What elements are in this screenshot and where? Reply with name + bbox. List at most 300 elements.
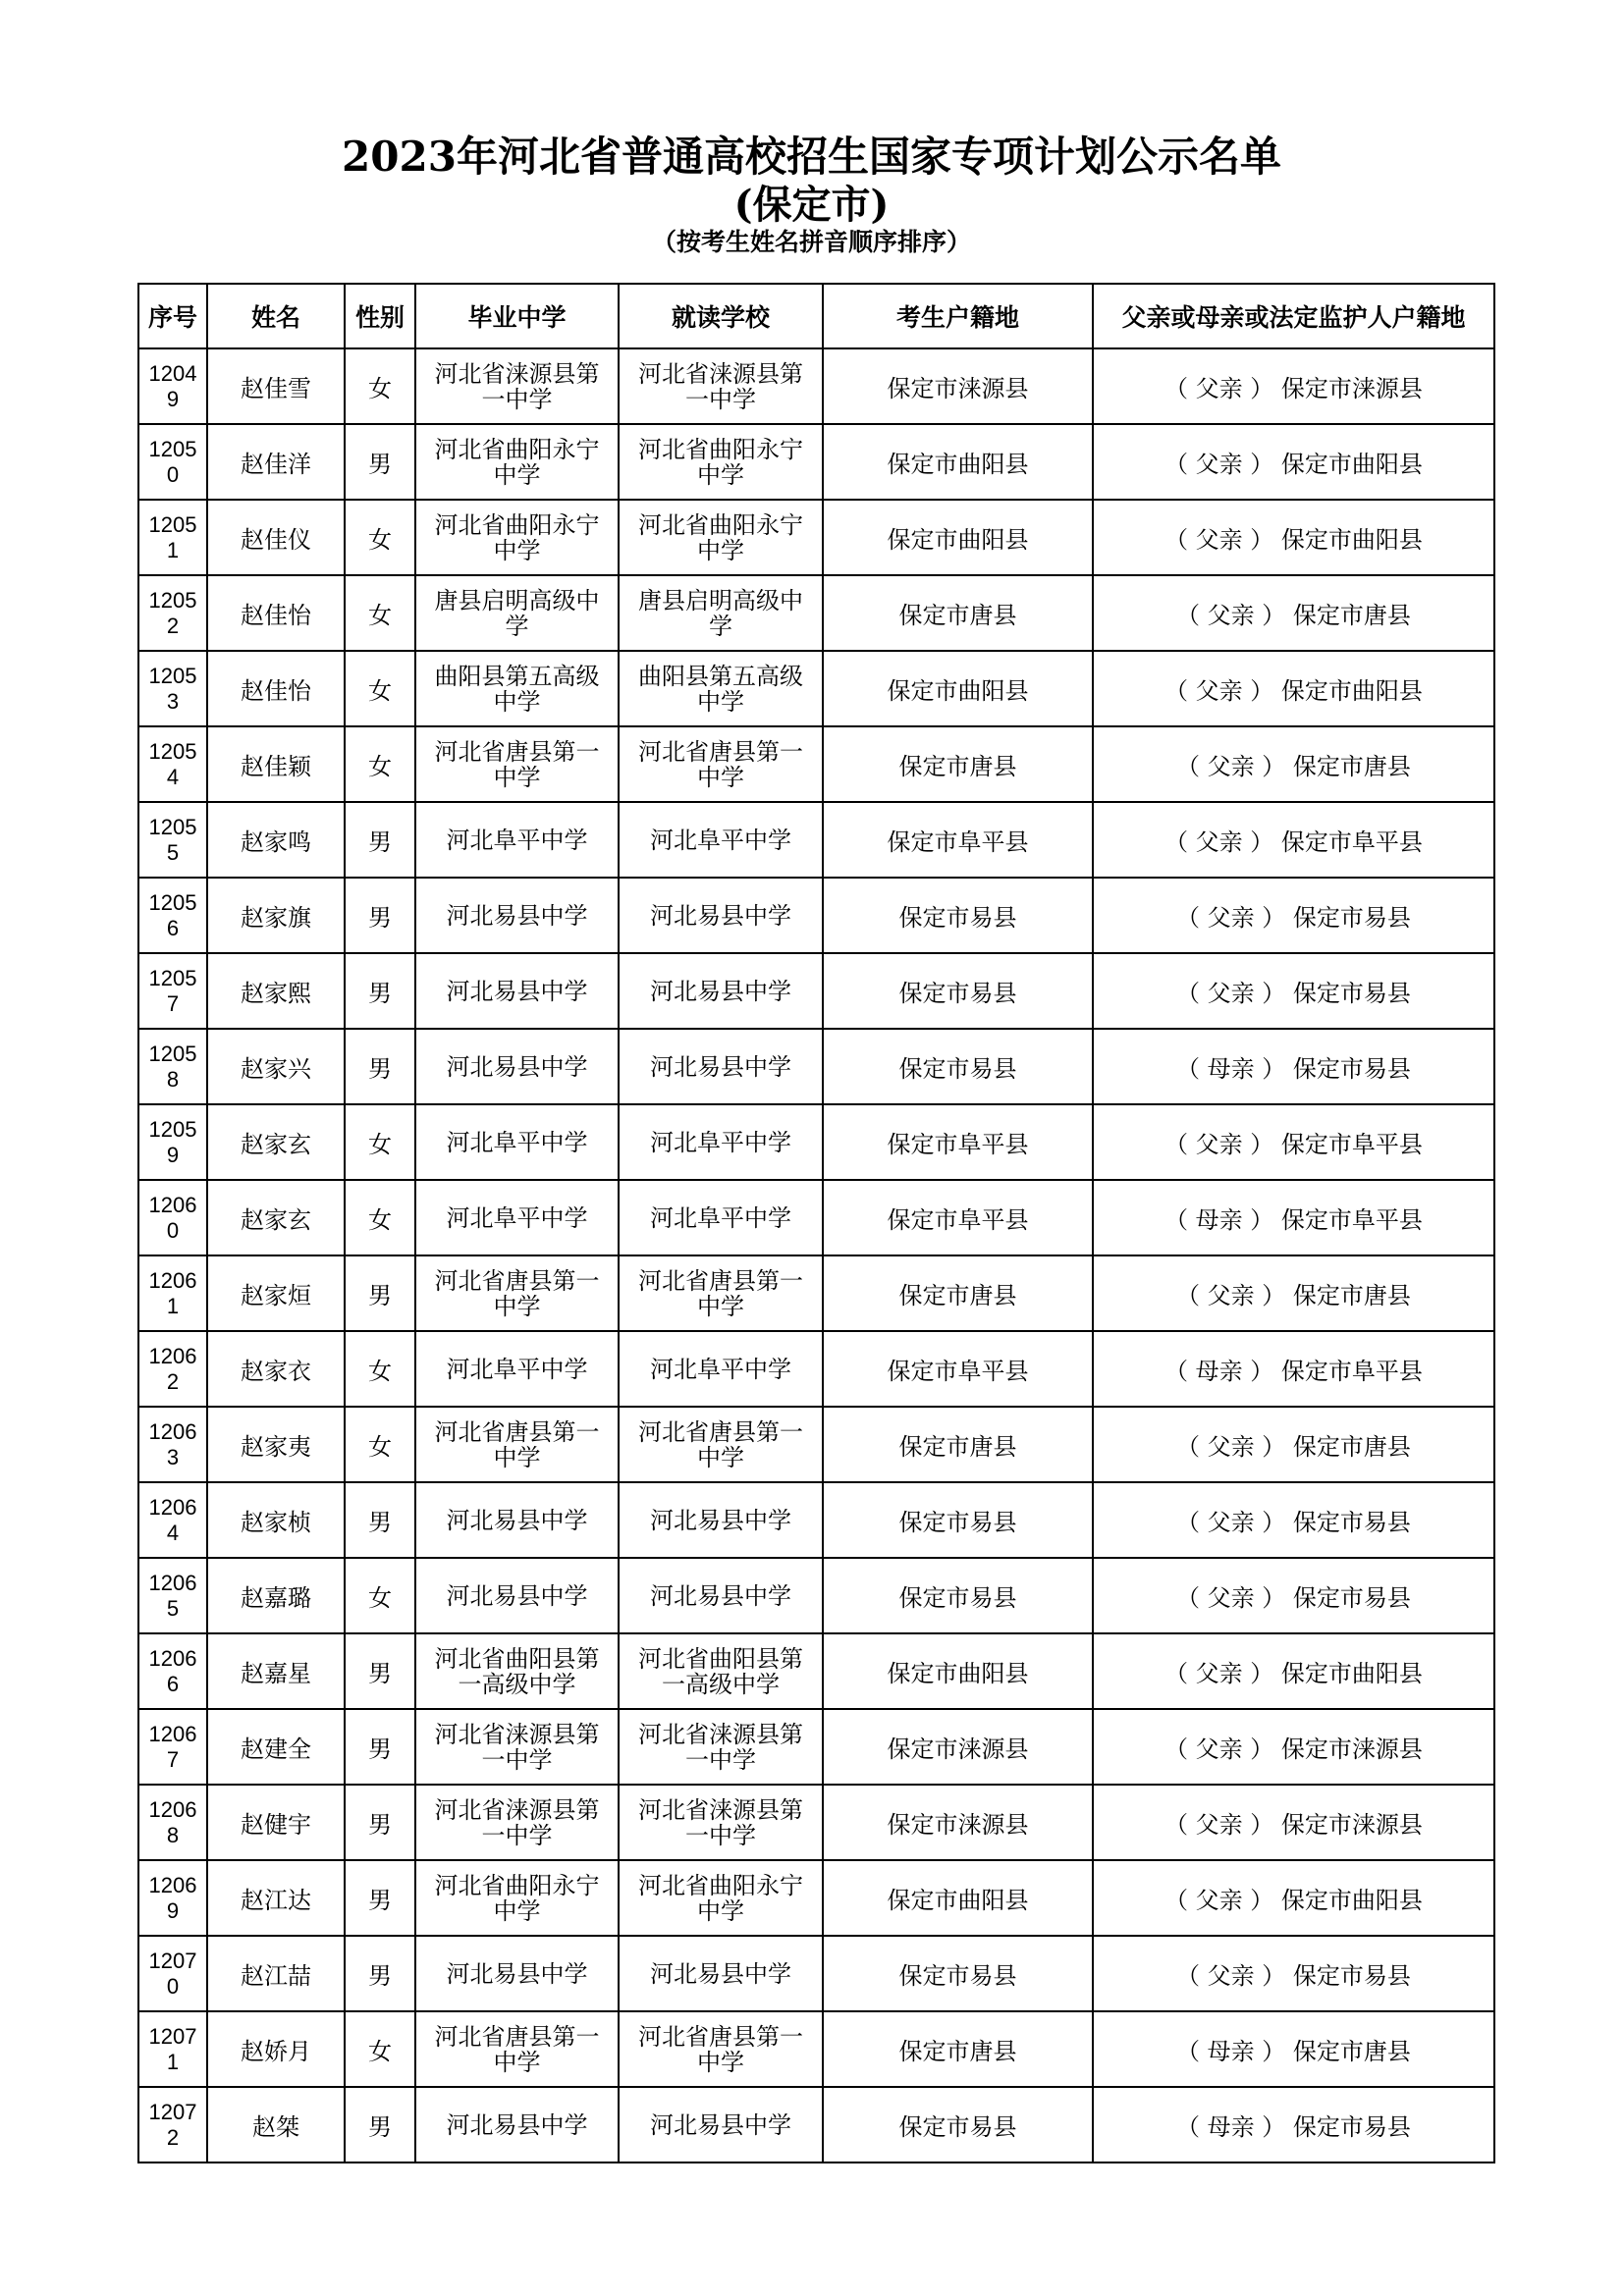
table-row (138, 575, 1494, 651)
cell-graduated-school-text: 河北阜平中学 (446, 826, 588, 854)
cell-graduated-school-text: 河北阜平中学 (446, 1355, 588, 1383)
cell-current-school-text: 曲阳县第五高级中学 (638, 662, 803, 716)
cell-number-text: 12070 (148, 1948, 197, 1999)
cell-guardian-registration (1093, 651, 1494, 726)
cell-number (138, 1255, 207, 1331)
cell-guardian-registration-text: （ 父亲 ） 保定市唐县 (1176, 602, 1411, 629)
cell-name-text: 赵家烜 (241, 1282, 311, 1309)
column-header-sex: 性别 (345, 284, 415, 348)
cell-graduated-school (415, 424, 619, 500)
cell-number (138, 878, 207, 953)
cell-household-registration (823, 1709, 1093, 1785)
cell-number (138, 802, 207, 878)
cell-current-school-text: 河北阜平中学 (650, 1355, 791, 1383)
cell-household-registration-text: 保定市阜平县 (887, 828, 1029, 856)
cell-graduated-school (415, 1860, 619, 1936)
table-row (138, 1482, 1494, 1558)
cell-graduated-school-text: 河北省曲阳永宁中学 (434, 1871, 600, 1925)
cell-household-registration-text: 保定市涞源县 (887, 1811, 1029, 1839)
cell-name-text: 赵家鸣 (241, 828, 311, 856)
cell-number-text: 12069 (148, 1872, 197, 1923)
cell-current-school (619, 1029, 823, 1104)
cell-number (138, 1104, 207, 1180)
cell-name-text: 赵家玄 (241, 1131, 311, 1158)
cell-number-text: 12072 (148, 2099, 197, 2150)
cell-current-school (619, 1936, 823, 2011)
cell-guardian-registration (1093, 1709, 1494, 1785)
table-header (138, 284, 1494, 348)
cell-graduated-school-text: 河北省曲阳永宁中学 (434, 435, 600, 489)
cell-sex-text: 男 (368, 1735, 392, 1763)
table-body (138, 348, 1494, 2163)
cell-sex-text: 女 (368, 375, 392, 402)
cell-guardian-registration-text: （ 父亲 ） 保定市曲阳县 (1164, 451, 1423, 478)
cell-sex (345, 1104, 415, 1180)
cell-graduated-school (415, 1180, 619, 1255)
cell-name-text: 赵家旗 (241, 904, 311, 932)
cell-name (207, 1633, 345, 1709)
cell-household-registration (823, 1407, 1093, 1482)
cell-sex (345, 1029, 415, 1104)
column-header-graduated-school: 毕业中学 (415, 284, 619, 348)
table-row (138, 1407, 1494, 1482)
cell-current-school-text: 河北阜平中学 (650, 826, 791, 854)
cell-guardian-registration-text: （ 母亲 ） 保定市易县 (1176, 2113, 1411, 2141)
cell-graduated-school-text: 河北省涞源县第一中学 (434, 1720, 600, 1774)
cell-graduated-school (415, 651, 619, 726)
cell-sex (345, 1255, 415, 1331)
cell-sex-text: 女 (368, 1131, 392, 1158)
cell-current-school-text: 河北阜平中学 (650, 1128, 791, 1156)
cell-current-school (619, 726, 823, 802)
cell-guardian-registration (1093, 1785, 1494, 1860)
cell-guardian-registration-text: （ 母亲 ） 保定市易县 (1176, 1055, 1411, 1083)
cell-guardian-registration-text: （ 父亲 ） 保定市阜平县 (1164, 1131, 1423, 1158)
cell-number-text: 12066 (148, 1645, 197, 1696)
cell-number (138, 1407, 207, 1482)
table-row (138, 500, 1494, 575)
cell-name (207, 1936, 345, 2011)
cell-household-registration-text: 保定市曲阳县 (887, 1660, 1029, 1687)
cell-guardian-registration (1093, 1255, 1494, 1331)
cell-graduated-school-text: 河北省唐县第一中学 (434, 737, 600, 791)
cell-name-text: 赵江达 (241, 1887, 311, 1914)
cell-sex (345, 953, 415, 1029)
table-row (138, 651, 1494, 726)
cell-sex (345, 1331, 415, 1407)
cell-sex (345, 1936, 415, 2011)
cell-graduated-school (415, 953, 619, 1029)
cell-guardian-registration-text: （ 父亲 ） 保定市曲阳县 (1164, 677, 1423, 705)
cell-sex-text: 男 (368, 1811, 392, 1839)
column-header-household-registration: 考生户籍地 (823, 284, 1093, 348)
cell-current-school-text: 河北易县中学 (650, 977, 791, 1005)
cell-current-school (619, 1633, 823, 1709)
cell-name (207, 802, 345, 878)
cell-current-school (619, 2011, 823, 2087)
cell-sex-text: 女 (368, 1358, 392, 1385)
cell-household-registration (823, 1936, 1093, 2011)
cell-number (138, 1709, 207, 1785)
cell-current-school-text: 河北易县中学 (650, 2110, 791, 2139)
table-row (138, 1331, 1494, 1407)
cell-guardian-registration (1093, 1633, 1494, 1709)
cell-sex-text: 女 (368, 1584, 392, 1612)
cell-graduated-school-text: 河北阜平中学 (446, 1128, 588, 1156)
table-row (138, 424, 1494, 500)
cell-current-school (619, 1104, 823, 1180)
cell-graduated-school-text: 河北易县中学 (446, 1959, 588, 1988)
cell-name-text: 赵佳怡 (241, 602, 311, 629)
cell-number-text: 12059 (148, 1116, 197, 1167)
cell-number-text: 12054 (148, 738, 197, 789)
cell-number-text: 12050 (148, 436, 197, 487)
cell-guardian-registration-text: （ 父亲 ） 保定市曲阳县 (1164, 1660, 1423, 1687)
cell-graduated-school (415, 802, 619, 878)
table-row (138, 1936, 1494, 2011)
cell-current-school-text: 河北省涞源县第一中学 (638, 1795, 803, 1849)
document-subtitle: (保定市) (733, 182, 890, 228)
table-row (138, 878, 1494, 953)
cell-current-school (619, 878, 823, 953)
cell-guardian-registration (1093, 348, 1494, 424)
cell-sex-text: 男 (368, 1282, 392, 1309)
cell-household-registration (823, 575, 1093, 651)
cell-guardian-registration (1093, 953, 1494, 1029)
cell-sex (345, 1785, 415, 1860)
cell-current-school (619, 1255, 823, 1331)
cell-number-text: 12056 (148, 889, 197, 940)
cell-name-text: 赵佳雪 (241, 375, 311, 402)
cell-guardian-registration-text: （ 母亲 ） 保定市唐县 (1176, 2038, 1411, 2065)
cell-number-text: 12067 (148, 1721, 197, 1772)
cell-sex-text: 男 (368, 904, 392, 932)
cell-name (207, 1407, 345, 1482)
cell-name (207, 424, 345, 500)
cell-current-school (619, 500, 823, 575)
cell-household-registration (823, 500, 1093, 575)
cell-number-text: 12068 (148, 1796, 197, 1847)
cell-household-registration (823, 2011, 1093, 2087)
cell-current-school (619, 651, 823, 726)
cell-sex-text: 女 (368, 1433, 392, 1461)
table-row (138, 1029, 1494, 1104)
cell-number (138, 1785, 207, 1860)
cell-number-text: 12064 (148, 1494, 197, 1545)
cell-name (207, 1255, 345, 1331)
cell-sex-text: 男 (368, 828, 392, 856)
cell-graduated-school (415, 1482, 619, 1558)
cell-graduated-school (415, 1331, 619, 1407)
table-row (138, 1633, 1494, 1709)
cell-graduated-school-text: 河北易县中学 (446, 1506, 588, 1534)
cell-household-registration (823, 1785, 1093, 1860)
cell-current-school-text: 河北省涞源县第一中学 (638, 359, 803, 413)
cell-household-registration-text: 保定市易县 (898, 980, 1017, 1007)
cell-name-text: 赵嘉星 (241, 1660, 311, 1687)
cell-household-registration (823, 651, 1093, 726)
cell-number (138, 1331, 207, 1407)
cell-current-school (619, 1860, 823, 1936)
cell-current-school-text: 河北阜平中学 (650, 1203, 791, 1232)
cell-name (207, 1104, 345, 1180)
cell-name-text: 赵建全 (241, 1735, 311, 1763)
cell-household-registration (823, 1029, 1093, 1104)
cell-household-registration-text: 保定市易县 (898, 1509, 1017, 1536)
roster-table (137, 283, 1495, 2163)
table-row (138, 1860, 1494, 1936)
cell-sex-text: 女 (368, 602, 392, 629)
sort-order-note: （按考生姓名拼音顺序排序） (651, 228, 971, 256)
cell-current-school-text: 河北省唐县第一中学 (638, 1417, 803, 1471)
cell-household-registration-text: 保定市易县 (898, 904, 1017, 932)
cell-household-registration-text: 保定市唐县 (898, 1433, 1017, 1461)
cell-graduated-school (415, 1633, 619, 1709)
cell-current-school (619, 424, 823, 500)
cell-name (207, 953, 345, 1029)
cell-sex-text: 女 (368, 2038, 392, 2065)
cell-household-registration-text: 保定市易县 (898, 1962, 1017, 1990)
cell-name-text: 赵健宇 (241, 1811, 311, 1839)
cell-sex (345, 651, 415, 726)
cell-household-registration-text: 保定市易县 (898, 2113, 1017, 2141)
cell-number-text: 12052 (148, 587, 197, 638)
cell-graduated-school-text: 河北省唐县第一中学 (434, 1417, 600, 1471)
cell-number-text: 12060 (148, 1192, 197, 1243)
cell-guardian-registration-text: （ 父亲 ） 保定市唐县 (1176, 1433, 1411, 1461)
cell-sex-text: 男 (368, 1660, 392, 1687)
cell-household-registration-text: 保定市易县 (898, 1584, 1017, 1612)
cell-current-school (619, 953, 823, 1029)
cell-number-text: 12053 (148, 663, 197, 714)
cell-number-text: 12055 (148, 814, 197, 865)
cell-name (207, 1860, 345, 1936)
cell-guardian-registration (1093, 1180, 1494, 1255)
cell-household-registration (823, 1633, 1093, 1709)
cell-household-registration-text: 保定市曲阳县 (887, 526, 1029, 554)
cell-household-registration (823, 1104, 1093, 1180)
cell-number (138, 651, 207, 726)
cell-current-school-text: 河北易县中学 (650, 1581, 791, 1610)
table-row (138, 348, 1494, 424)
cell-number (138, 2011, 207, 2087)
cell-current-school-text: 河北省唐县第一中学 (638, 1266, 803, 1320)
cell-current-school-text: 河北省涞源县第一中学 (638, 1720, 803, 1774)
cell-sex-text: 男 (368, 451, 392, 478)
cell-current-school (619, 1785, 823, 1860)
column-header-current-school: 就读学校 (619, 284, 823, 348)
cell-current-school-text: 河北易县中学 (650, 901, 791, 930)
cell-name-text: 赵家熙 (241, 980, 311, 1007)
table-row (138, 2087, 1494, 2163)
cell-guardian-registration (1093, 1407, 1494, 1482)
cell-current-school (619, 1180, 823, 1255)
cell-number-text: 12063 (148, 1418, 197, 1469)
cell-guardian-registration-text: （ 母亲 ） 保定市阜平县 (1164, 1358, 1423, 1385)
cell-name (207, 1482, 345, 1558)
cell-number (138, 1860, 207, 1936)
cell-current-school (619, 575, 823, 651)
table-row (138, 1709, 1494, 1785)
cell-graduated-school (415, 1029, 619, 1104)
cell-guardian-registration-text: （ 父亲 ） 保定市涞源县 (1164, 1735, 1423, 1763)
cell-name-text: 赵嘉璐 (241, 1584, 311, 1612)
cell-number-text: 12058 (148, 1041, 197, 1092)
cell-current-school-text: 河北易县中学 (650, 1506, 791, 1534)
cell-current-school-text: 河北易县中学 (650, 1959, 791, 1988)
cell-name (207, 348, 345, 424)
cell-number-text: 12061 (148, 1267, 197, 1318)
cell-household-registration (823, 878, 1093, 953)
cell-graduated-school (415, 1709, 619, 1785)
cell-graduated-school (415, 2087, 619, 2163)
cell-current-school-text: 河北省曲阳永宁中学 (638, 1871, 803, 1925)
cell-guardian-registration (1093, 500, 1494, 575)
cell-household-registration-text: 保定市曲阳县 (887, 1887, 1029, 1914)
cell-guardian-registration (1093, 2087, 1494, 2163)
cell-household-registration (823, 348, 1093, 424)
cell-sex-text: 男 (368, 1509, 392, 1536)
cell-sex (345, 1558, 415, 1633)
cell-guardian-registration-text: （ 父亲 ） 保定市易县 (1176, 1584, 1411, 1612)
cell-graduated-school-text: 河北省唐县第一中学 (434, 2022, 600, 2076)
cell-name (207, 878, 345, 953)
cell-number-text: 12062 (148, 1343, 197, 1394)
cell-sex (345, 2087, 415, 2163)
cell-name-text: 赵佳怡 (241, 677, 311, 705)
cell-name-text: 赵佳颖 (241, 753, 311, 780)
cell-sex (345, 1633, 415, 1709)
cell-number-text: 12051 (148, 511, 197, 562)
cell-sex (345, 424, 415, 500)
cell-graduated-school-text: 河北易县中学 (446, 901, 588, 930)
cell-name (207, 1180, 345, 1255)
cell-name (207, 651, 345, 726)
cell-household-registration-text: 保定市阜平县 (887, 1206, 1029, 1234)
header-row (138, 284, 1494, 348)
cell-guardian-registration (1093, 1860, 1494, 1936)
table-row (138, 1180, 1494, 1255)
cell-name (207, 726, 345, 802)
document-title: 2023年河北省普通高校招生国家专项计划公示名单 (342, 133, 1281, 181)
cell-number-text: 12071 (148, 2023, 197, 2074)
cell-graduated-school-text: 河北阜平中学 (446, 1203, 588, 1232)
cell-current-school-text: 河北省唐县第一中学 (638, 2022, 803, 2076)
cell-sex (345, 802, 415, 878)
cell-graduated-school (415, 878, 619, 953)
cell-sex (345, 348, 415, 424)
cell-name (207, 500, 345, 575)
cell-sex (345, 1709, 415, 1785)
cell-graduated-school-text: 河北易县中学 (446, 977, 588, 1005)
cell-guardian-registration-text: （ 父亲 ） 保定市易县 (1176, 904, 1411, 932)
cell-number (138, 1936, 207, 2011)
cell-guardian-registration-text: （ 父亲 ） 保定市曲阳县 (1164, 1887, 1423, 1914)
cell-graduated-school-text: 河北省涞源县第一中学 (434, 1795, 600, 1849)
cell-household-registration-text: 保定市唐县 (898, 2038, 1017, 2065)
cell-graduated-school-text: 河北省曲阳县第一高级中学 (434, 1644, 600, 1698)
cell-graduated-school (415, 1936, 619, 2011)
table-row (138, 1785, 1494, 1860)
cell-graduated-school (415, 1785, 619, 1860)
cell-graduated-school (415, 575, 619, 651)
cell-current-school (619, 2087, 823, 2163)
cell-name-text: 赵娇月 (241, 2038, 311, 2065)
cell-household-registration (823, 1482, 1093, 1558)
cell-graduated-school (415, 726, 619, 802)
cell-household-registration-text: 保定市易县 (898, 1055, 1017, 1083)
cell-sex-text: 女 (368, 526, 392, 554)
cell-guardian-registration-text: （ 父亲 ） 保定市易县 (1176, 980, 1411, 1007)
cell-graduated-school-text: 河北省曲阳永宁中学 (434, 510, 600, 564)
cell-graduated-school-text: 河北易县中学 (446, 2110, 588, 2139)
cell-name-text: 赵家兴 (241, 1055, 311, 1083)
cell-number-text: 12065 (148, 1570, 197, 1621)
cell-household-registration-text: 保定市涞源县 (887, 375, 1029, 402)
cell-sex-text: 男 (368, 1887, 392, 1914)
cell-graduated-school (415, 348, 619, 424)
cell-current-school-text: 河北易县中学 (650, 1052, 791, 1081)
table-row (138, 1558, 1494, 1633)
cell-guardian-registration (1093, 424, 1494, 500)
cell-name-text: 赵家玄 (241, 1206, 311, 1234)
cell-current-school-text: 河北省曲阳永宁中学 (638, 435, 803, 489)
cell-name (207, 1029, 345, 1104)
cell-guardian-registration (1093, 1558, 1494, 1633)
cell-name (207, 575, 345, 651)
cell-sex-text: 女 (368, 677, 392, 705)
cell-household-registration (823, 802, 1093, 878)
cell-number (138, 1029, 207, 1104)
cell-household-registration (823, 726, 1093, 802)
cell-sex (345, 726, 415, 802)
cell-guardian-registration-text: （ 父亲 ） 保定市涞源县 (1164, 1811, 1423, 1839)
cell-sex (345, 1482, 415, 1558)
cell-guardian-registration-text: （ 父亲 ） 保定市易县 (1176, 1962, 1411, 1990)
cell-guardian-registration (1093, 726, 1494, 802)
cell-number (138, 1558, 207, 1633)
cell-graduated-school-text: 河北易县中学 (446, 1052, 588, 1081)
cell-guardian-registration (1093, 1482, 1494, 1558)
table-row (138, 2011, 1494, 2087)
cell-graduated-school (415, 2011, 619, 2087)
cell-current-school (619, 1709, 823, 1785)
cell-guardian-registration-text: （ 父亲 ） 保定市易县 (1176, 1509, 1411, 1536)
cell-household-registration (823, 1331, 1093, 1407)
cell-number (138, 1180, 207, 1255)
cell-current-school (619, 348, 823, 424)
cell-household-registration-text: 保定市曲阳县 (887, 451, 1029, 478)
cell-sex-text: 男 (368, 2113, 392, 2141)
cell-current-school (619, 1331, 823, 1407)
cell-number-text: 12057 (148, 965, 197, 1016)
cell-sex (345, 1180, 415, 1255)
cell-name (207, 2011, 345, 2087)
cell-name-text: 赵江喆 (241, 1962, 311, 1990)
table-row (138, 953, 1494, 1029)
cell-number (138, 1482, 207, 1558)
cell-name-text: 赵家衣 (241, 1358, 311, 1385)
cell-graduated-school-text: 河北省涞源县第一中学 (434, 359, 600, 413)
cell-guardian-registration (1093, 1936, 1494, 2011)
cell-sex (345, 575, 415, 651)
cell-name-text: 赵家夷 (241, 1433, 311, 1461)
table-row (138, 1104, 1494, 1180)
cell-current-school (619, 802, 823, 878)
cell-household-registration-text: 保定市涞源县 (887, 1735, 1029, 1763)
cell-household-registration (823, 1558, 1093, 1633)
cell-household-registration (823, 1860, 1093, 1936)
